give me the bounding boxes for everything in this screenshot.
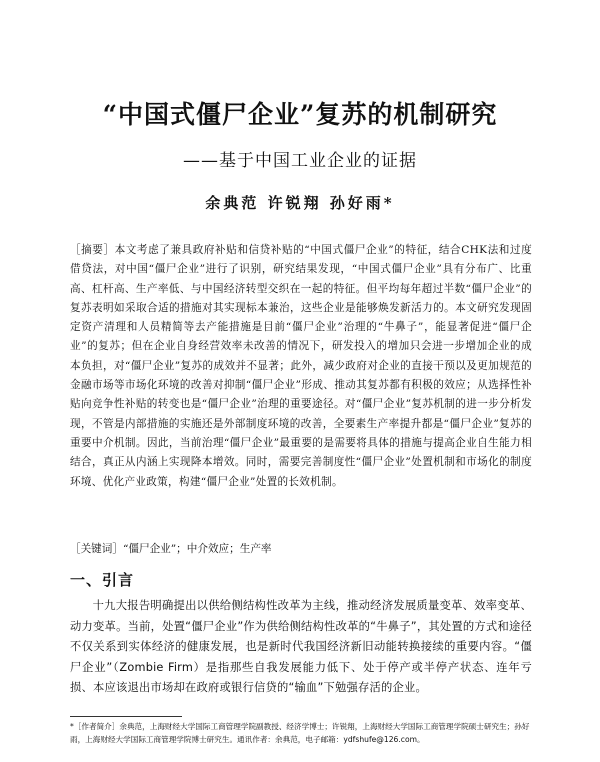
body-paragraph: 十九大报告明确提出以供给侧结构性改革为主线，推动经济发展质量变革、效率变革、动力变革。当前，处置“僵尸企业”作为供给侧结构性改革的“牛鼻子”，其处置的方式和途径不仅关系到实体经济的健康发展，也是新时代我国经济新旧动能转换接续的重要内容。“僵尸企业”（Zombie Firm）是指那些自我发展能力低下、处于停产或半停产状态、连年亏损、本应该退出市场却在政府或银行信贷的“输血”下勉强存活的企业。 xyxy=(70,599,532,694)
footnote-divider xyxy=(70,716,182,717)
author-footnote: *［作者简介］余典范，上海财经大学国际工商管理学院副教授、经济学博士；许锐翔，上海财经大学国际工商管理学院硕士研究生；孙好雨，上海财经大学国际工商管理学院博士研究生。通讯作者：余典范，电子邮箱：ydfshufe@126.com。 xyxy=(70,722,530,744)
abstract-text: 本文考虑了兼具政府补贴和信贷补贴的“中国式僵尸企业”的特征，结合CHK法和过度借贷法，对中国“僵尸企业”进行了识别，研究结果发现，“中国式僵尸企业”具有分布广、比重高、杠杆高、生产率低、与中国经济转型交织在一起的特征。但平均每年超过半数“僵尸企业”的复苏表明如采取合适的措施对其实现标本兼治，这些企业是能够焕发新活力的。本文研究发现固定资产清理和人员精简等去产能措施是目前“僵尸企业”治理的“牛鼻子”，能显著促进“僵尸企业”的复苏；但在企业自身经营效率未改善的情况下，研发投入的增加只会进一步增加企业的成本负担，对“僵尸企业”复苏的成效并不显著；此外，减少政府对企业的直接干预以及更加规范的金融市场等市场化环境的改善对抑制“僵尸企业”形成、推动其复苏都有积极的效应；从选择性补贴向竞争性补贴的转变也是“僵尸企业”治理的重要途径。对“僵尸企业”复苏机制的进一步分析发现，不管是内部措施的实施还是外部制度环境的改善，全要素生产率提升都是“僵尸企业”复苏的重要中介机制。因此，当前治理“僵尸企业”最重要的是需要将具体的措施与提高企业自生能力相结合，真正从内涵上实现降本增效。同时，需要完善制度性“僵尸企业”处置机制和市场化的制度环境、优化产业政策，构建“僵尸企业”处置的长效机制。 xyxy=(70,244,532,488)
abstract-block xyxy=(70,241,532,492)
keywords-label: ［关键词］ xyxy=(70,543,123,555)
paper-subtitle: ——基于中国工业企业的证据 xyxy=(183,151,417,171)
keywords-text: “僵尸企业”；中介效应；生产率 xyxy=(122,543,272,555)
paper-title: “中国式僵尸企业”复苏的机制研究 xyxy=(102,100,498,129)
author-list: 余典范 许锐翔 孙好雨* xyxy=(205,194,395,212)
keywords-block xyxy=(70,540,532,559)
section-heading-introduction: 一、引言 xyxy=(70,571,135,589)
abstract-label: ［摘要］ xyxy=(70,244,115,256)
